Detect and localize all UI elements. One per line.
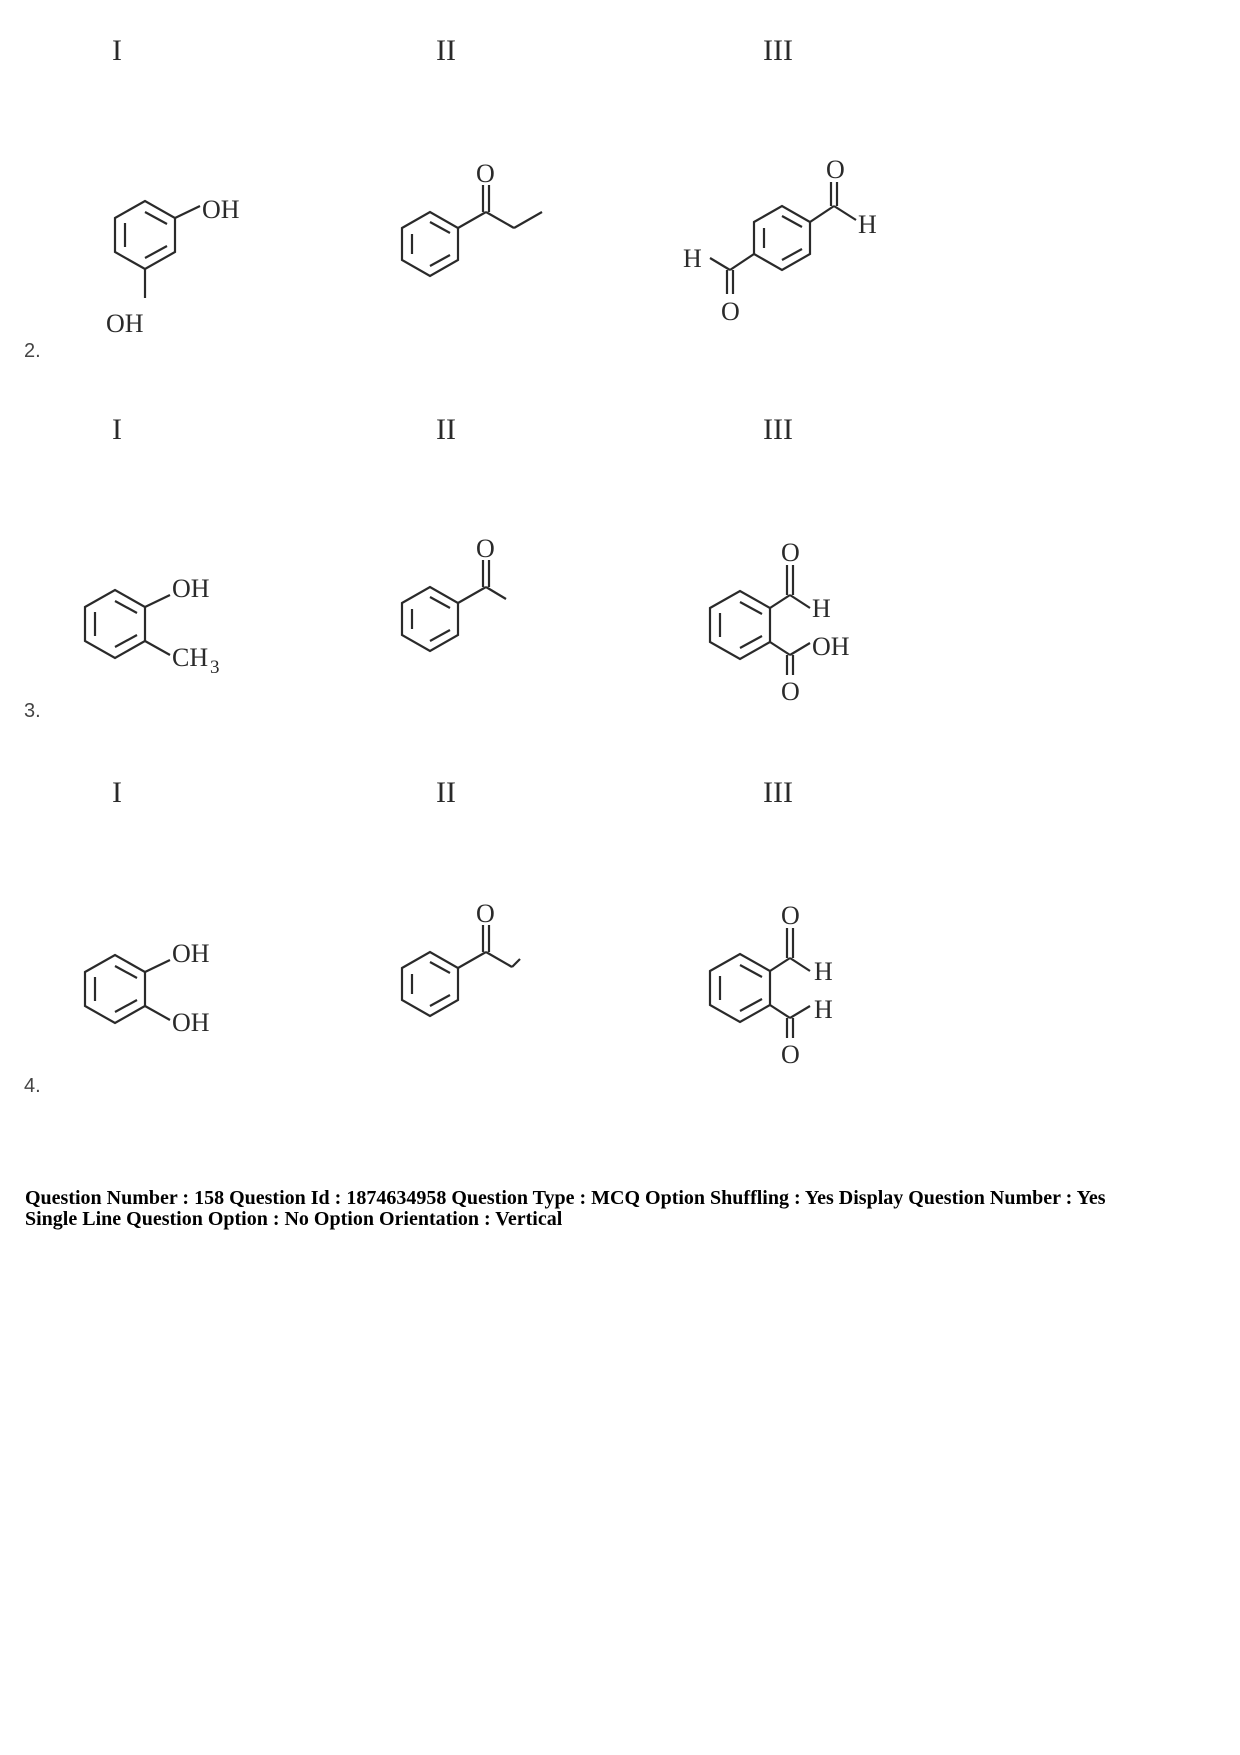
option-number: 2. <box>24 340 41 362</box>
structure-I-o-cresol <box>70 555 240 685</box>
atom-OH: OH <box>172 1008 210 1037</box>
label-I: I <box>112 34 122 67</box>
atom-H: H <box>814 957 833 986</box>
label-I: I <box>112 413 122 446</box>
atom-OH: OH <box>202 195 240 224</box>
atom-O: O <box>476 534 495 563</box>
structure-II-propiophenone <box>390 900 560 1040</box>
atom-CH: CH <box>172 643 209 672</box>
atom-OH: OH <box>812 632 850 661</box>
atom-O: O <box>476 899 495 928</box>
atom-O: O <box>781 901 800 930</box>
structure-III-terephthalaldehyde <box>680 150 900 330</box>
atom-O: O <box>476 159 495 188</box>
structure-I-catechol <box>70 920 240 1050</box>
atom-O: O <box>781 538 800 567</box>
atom-H: H <box>812 594 831 623</box>
label-I: I <box>112 776 122 809</box>
label-II: II <box>436 776 456 809</box>
atom-OH: OH <box>172 939 210 968</box>
metadata-line-2: Single Line Question Option : No Option Orientation : Vertical <box>25 1208 563 1230</box>
structure-I-resorcinol <box>70 180 240 340</box>
label-II: II <box>436 413 456 446</box>
label-II: II <box>436 34 456 67</box>
metadata-line-1: Question Number : 158 Question Id : 1874634958 Question Type : MCQ Option Shuffling : Yes Display Question Number : Yes <box>25 1187 1106 1209</box>
option-number: 3. <box>24 700 41 722</box>
label-III: III <box>763 776 793 809</box>
atom-H: H <box>814 995 833 1024</box>
subscript-3: 3 <box>210 657 220 678</box>
atom-OH: OH <box>172 574 210 603</box>
option-number-4: 4. <box>24 1075 41 1097</box>
atom-OH: OH <box>106 309 144 338</box>
structure-II-butyrophenone <box>390 160 570 300</box>
atom-O: O <box>721 297 740 326</box>
atom-O: O <box>781 677 800 706</box>
label-III: III <box>763 413 793 446</box>
atom-O: O <box>826 155 845 184</box>
structure-II-acetophenone <box>390 535 550 675</box>
question-metadata <box>25 1188 1225 1230</box>
structure-III-phthalaldehyde <box>700 898 890 1068</box>
structure-III-2-formylbenzoic-acid <box>700 535 890 705</box>
atom-O: O <box>781 1040 800 1069</box>
atom-H: H <box>683 244 702 273</box>
label-III: III <box>763 34 793 67</box>
atom-H: H <box>858 210 877 239</box>
